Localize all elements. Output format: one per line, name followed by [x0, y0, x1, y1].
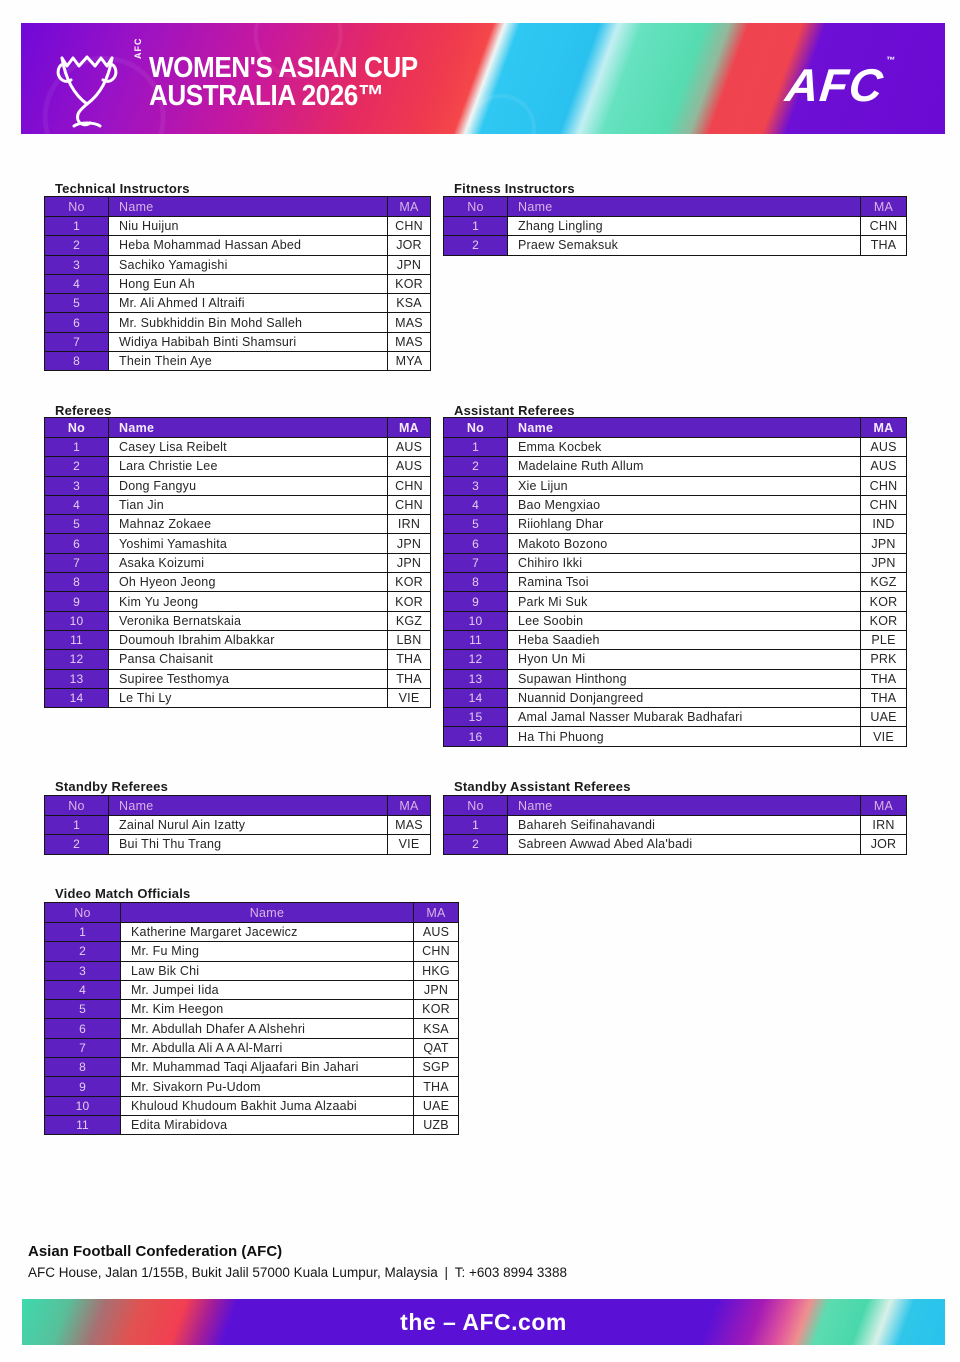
row-number: 1: [444, 217, 508, 236]
section-title-standby-assistant-referees: Standby Assistant Referees: [454, 779, 631, 794]
member-association: CHN: [861, 476, 907, 495]
table-row: [444, 457, 907, 476]
table-row: [444, 476, 907, 495]
member-association: CHN: [388, 217, 431, 236]
section-title-technical-instructors: Technical Instructors: [55, 181, 190, 196]
table-row: [45, 669, 431, 688]
table-row: [444, 630, 907, 649]
column-header-name: Name: [109, 418, 388, 438]
member-association: THA: [861, 688, 907, 707]
column-header-ma: MA: [861, 197, 907, 217]
member-association: MYA: [388, 352, 431, 371]
table-row: [45, 1058, 459, 1077]
standby-referees-table: [44, 795, 431, 855]
section-title-assistant-referees: Assistant Referees: [454, 403, 575, 418]
row-number: 3: [45, 961, 121, 980]
row-number: 3: [444, 476, 508, 495]
member-association: KOR: [414, 1000, 459, 1019]
table-row: [45, 816, 431, 835]
row-number: 2: [45, 457, 109, 476]
row-number: 4: [45, 980, 121, 999]
member-association: IND: [861, 515, 907, 534]
official-name: Niu Huijun: [109, 217, 388, 236]
table-row: [45, 495, 431, 514]
afc-logo: AFC™: [783, 55, 896, 111]
member-association: KOR: [388, 573, 431, 592]
member-association: AUS: [388, 457, 431, 476]
footer-website-bar: [22, 1299, 945, 1345]
row-number: 5: [45, 294, 109, 313]
row-number: 9: [45, 592, 109, 611]
official-name: Le Thi Ly: [109, 688, 388, 707]
official-name: Thein Thein Aye: [109, 352, 388, 371]
table-row: [45, 534, 431, 553]
table-row: [45, 332, 431, 351]
table-row: [45, 1077, 459, 1096]
row-number: 7: [45, 553, 109, 572]
member-association: CHN: [861, 495, 907, 514]
column-header-no: No: [444, 796, 508, 816]
official-name: Tian Jin: [109, 495, 388, 514]
member-association: CHN: [414, 942, 459, 961]
footer-organization: Asian Football Confederation (AFC): [28, 1243, 283, 1260]
standby-assistant-referees-table: [443, 795, 907, 855]
member-association: JPN: [388, 534, 431, 553]
row-number: 11: [45, 1115, 121, 1134]
tournament-title: [149, 54, 418, 110]
afc-logo-trademark: ™: [885, 55, 896, 65]
row-number: 5: [45, 515, 109, 534]
row-number: 1: [444, 438, 508, 457]
member-association: CHN: [388, 476, 431, 495]
table-row: [45, 1000, 459, 1019]
table-row: [45, 236, 431, 255]
table-row: [45, 688, 431, 707]
row-number: 3: [45, 255, 109, 274]
official-name: Lara Christie Lee: [109, 457, 388, 476]
row-number: 13: [444, 669, 508, 688]
member-association: MAS: [388, 313, 431, 332]
official-name: Mr. Abdulla Ali A A Al-Marri: [121, 1038, 414, 1057]
official-name: Zainal Nurul Ain Izatty: [109, 816, 388, 835]
row-number: 14: [444, 688, 508, 707]
table-row: [45, 515, 431, 534]
member-association: AUS: [414, 923, 459, 942]
column-header-name: Name: [508, 197, 861, 217]
member-association: JPN: [388, 553, 431, 572]
row-number: 16: [444, 727, 508, 746]
official-name: Bui Thi Thu Trang: [109, 835, 388, 854]
row-number: 7: [45, 1038, 121, 1057]
table-row: [45, 1019, 459, 1038]
video-match-officials-table: [44, 902, 459, 1135]
table-row: [444, 669, 907, 688]
row-number: 5: [444, 515, 508, 534]
official-name: Doumouh Ibrahim Albakkar: [109, 630, 388, 649]
member-association: THA: [388, 650, 431, 669]
column-header-ma: MA: [414, 903, 459, 923]
member-association: AUS: [861, 438, 907, 457]
table-row: [45, 630, 431, 649]
member-association: MAS: [388, 332, 431, 351]
member-association: KSA: [388, 294, 431, 313]
official-name: Heba Saadieh: [508, 630, 861, 649]
official-name: Mr. Fu Ming: [121, 942, 414, 961]
table-row: [45, 294, 431, 313]
trophy-icon: [54, 52, 120, 132]
member-association: KOR: [861, 592, 907, 611]
row-number: 8: [444, 573, 508, 592]
row-number: 4: [444, 495, 508, 514]
table-row: [45, 835, 431, 854]
member-association: PLE: [861, 630, 907, 649]
row-number: 6: [45, 313, 109, 332]
row-number: 4: [45, 274, 109, 293]
member-association: JPN: [388, 255, 431, 274]
member-association: MAS: [388, 816, 431, 835]
header-row: [444, 197, 907, 217]
member-association: CHN: [861, 217, 907, 236]
table-row: [45, 476, 431, 495]
official-name: Amal Jamal Nasser Mubarak Badhafari: [508, 708, 861, 727]
member-association: SGP: [414, 1058, 459, 1077]
member-association: VIE: [388, 835, 431, 854]
table-row: [45, 313, 431, 332]
official-name: Sabreen Awwad Abed Ala'badi: [508, 835, 861, 854]
row-number: 2: [444, 835, 508, 854]
official-name: Mr. Kim Heegon: [121, 1000, 414, 1019]
official-name: Asaka Koizumi: [109, 553, 388, 572]
member-association: JPN: [414, 980, 459, 999]
table-row: [45, 923, 459, 942]
member-association: UAE: [861, 708, 907, 727]
member-association: KSA: [414, 1019, 459, 1038]
table-row: [45, 255, 431, 274]
table-row: [45, 573, 431, 592]
column-header-ma: MA: [388, 796, 431, 816]
official-name: Oh Hyeon Jeong: [109, 573, 388, 592]
official-name: Lee Soobin: [508, 611, 861, 630]
official-name: Mr. Abdullah Dhafer A Alshehri: [121, 1019, 414, 1038]
member-association: THA: [861, 669, 907, 688]
member-association: VIE: [861, 727, 907, 746]
table-row: [444, 592, 907, 611]
table-row: [45, 592, 431, 611]
official-name: Supawan Hinthong: [508, 669, 861, 688]
official-name: Veronika Bernatskaia: [109, 611, 388, 630]
afc-website-link[interactable]: the – AFC.com: [400, 1309, 567, 1335]
official-name: Bahareh Seifinahavandi: [508, 816, 861, 835]
tournament-banner: [21, 23, 945, 134]
row-number: 11: [444, 630, 508, 649]
row-number: 2: [45, 236, 109, 255]
column-header-ma: MA: [861, 418, 907, 438]
table-row: [444, 573, 907, 592]
member-association: CHN: [388, 495, 431, 514]
official-name: Yoshimi Yamashita: [109, 534, 388, 553]
member-association: JOR: [388, 236, 431, 255]
referees-table: [44, 417, 431, 708]
row-number: 2: [444, 457, 508, 476]
official-name: Mr. Muhammad Taqi Aljaafari Bin Jahari: [121, 1058, 414, 1077]
column-header-no: No: [45, 197, 109, 217]
table-row: [45, 1096, 459, 1115]
table-row: [45, 274, 431, 293]
column-header-no: No: [45, 418, 109, 438]
member-association: LBN: [388, 630, 431, 649]
official-name: Casey Lisa Reibelt: [109, 438, 388, 457]
member-association: KGZ: [861, 573, 907, 592]
table-row: [444, 553, 907, 572]
column-header-ma: MA: [861, 796, 907, 816]
table-row: [444, 816, 907, 835]
row-number: 6: [45, 534, 109, 553]
official-name: Park Mi Suk: [508, 592, 861, 611]
official-name: Makoto Bozono: [508, 534, 861, 553]
row-number: 12: [444, 650, 508, 669]
tournament-title-line1: WOMEN'S ASIAN CUP: [149, 52, 418, 84]
member-association: PRK: [861, 650, 907, 669]
table-row: [444, 727, 907, 746]
column-header-no: No: [45, 796, 109, 816]
member-association: KOR: [388, 592, 431, 611]
table-row: [45, 438, 431, 457]
member-association: AUS: [861, 457, 907, 476]
member-association: JPN: [861, 553, 907, 572]
official-name: Mr. Jumpei Iida: [121, 980, 414, 999]
official-name: Emma Kocbek: [508, 438, 861, 457]
row-number: 8: [45, 573, 109, 592]
member-association: IRN: [388, 515, 431, 534]
table-row: [444, 688, 907, 707]
table-row: [45, 352, 431, 371]
table-row: [45, 650, 431, 669]
member-association: UZB: [414, 1115, 459, 1134]
header-row: [444, 418, 907, 438]
member-association: AUS: [388, 438, 431, 457]
footer-address: AFC House, Jalan 1/155B, Bukit Jalil 57000 Kuala Lumpur, Malaysia | T: +603 8994 3388: [28, 1265, 567, 1280]
header-row: [444, 796, 907, 816]
member-association: UAE: [414, 1096, 459, 1115]
row-number: 4: [45, 495, 109, 514]
table-row: [45, 942, 459, 961]
table-row: [444, 708, 907, 727]
official-name: Ramina Tsoi: [508, 573, 861, 592]
official-name: Hong Eun Ah: [109, 274, 388, 293]
official-name: Mr. Subkhiddin Bin Mohd Salleh: [109, 313, 388, 332]
official-name: Xie Lijun: [508, 476, 861, 495]
row-number: 13: [45, 669, 109, 688]
row-number: 7: [45, 332, 109, 351]
official-name: Ha Thi Phuong: [508, 727, 861, 746]
header-row: [45, 903, 459, 923]
column-header-name: Name: [109, 197, 388, 217]
table-row: [444, 611, 907, 630]
official-name: Riiohlang Dhar: [508, 515, 861, 534]
official-name: Madelaine Ruth Allum: [508, 457, 861, 476]
official-name: Edita Mirabidova: [121, 1115, 414, 1134]
section-title-standby-referees: Standby Referees: [55, 779, 169, 794]
official-name: Praew Semaksuk: [508, 236, 861, 255]
table-row: [45, 980, 459, 999]
official-name: Widiya Habibah Binti Shamsuri: [109, 332, 388, 351]
member-association: VIE: [388, 688, 431, 707]
official-name: Mr. Ali Ahmed I Altraifi: [109, 294, 388, 313]
row-number: 2: [45, 835, 109, 854]
table-row: [444, 534, 907, 553]
official-name: Hyon Un Mi: [508, 650, 861, 669]
row-number: 6: [45, 1019, 121, 1038]
fitness-instructors-table: [443, 196, 907, 256]
row-number: 9: [444, 592, 508, 611]
column-header-name: Name: [508, 418, 861, 438]
table-row: [45, 611, 431, 630]
header-row: [45, 796, 431, 816]
column-header-ma: MA: [388, 418, 431, 438]
member-association: KOR: [861, 611, 907, 630]
table-row: [45, 1038, 459, 1057]
table-row: [45, 217, 431, 236]
table-row: [45, 553, 431, 572]
section-title-referees: Referees: [55, 403, 112, 418]
official-name: Mr. Sivakorn Pu-Udom: [121, 1077, 414, 1096]
row-number: 6: [444, 534, 508, 553]
member-association: JOR: [861, 835, 907, 854]
row-number: 10: [444, 611, 508, 630]
row-number: 2: [444, 236, 508, 255]
table-row: [45, 457, 431, 476]
member-association: HKG: [414, 961, 459, 980]
header-row: [45, 418, 431, 438]
row-number: 10: [45, 1096, 121, 1115]
row-number: 1: [45, 217, 109, 236]
row-number: 5: [45, 1000, 121, 1019]
row-number: 8: [45, 1058, 121, 1077]
row-number: 14: [45, 688, 109, 707]
row-number: 10: [45, 611, 109, 630]
column-header-no: No: [444, 197, 508, 217]
member-association: KGZ: [388, 611, 431, 630]
section-title-video-match-officials: Video Match Officials: [55, 886, 191, 901]
column-header-name: Name: [508, 796, 861, 816]
table-row: [45, 961, 459, 980]
column-header-ma: MA: [388, 197, 431, 217]
row-number: 11: [45, 630, 109, 649]
official-name: Kim Yu Jeong: [109, 592, 388, 611]
column-header-no: No: [444, 418, 508, 438]
official-name: Supiree Testhomya: [109, 669, 388, 688]
official-name: Khuloud Khudoum Bakhit Juma Alzaabi: [121, 1096, 414, 1115]
member-association: IRN: [861, 816, 907, 835]
official-name: Law Bik Chi: [121, 961, 414, 980]
row-number: 1: [45, 816, 109, 835]
official-name: Pansa Chaisanit: [109, 650, 388, 669]
table-row: [444, 515, 907, 534]
row-number: 15: [444, 708, 508, 727]
technical-instructors-table: [44, 196, 431, 371]
table-row: [45, 1115, 459, 1134]
official-name: Bao Mengxiao: [508, 495, 861, 514]
row-number: 12: [45, 650, 109, 669]
official-name: Nuannid Donjangreed: [508, 688, 861, 707]
row-number: 1: [45, 438, 109, 457]
column-header-no: No: [45, 903, 121, 923]
table-row: [444, 217, 907, 236]
official-name: Mahnaz Zokaee: [109, 515, 388, 534]
row-number: 8: [45, 352, 109, 371]
row-number: 7: [444, 553, 508, 572]
row-number: 9: [45, 1077, 121, 1096]
member-association: THA: [861, 236, 907, 255]
column-header-name: Name: [109, 796, 388, 816]
table-row: [444, 495, 907, 514]
section-title-fitness-instructors: Fitness Instructors: [454, 181, 575, 196]
afc-mini-mark: AFC: [133, 37, 143, 59]
row-number: 1: [444, 816, 508, 835]
official-name: Dong Fangyu: [109, 476, 388, 495]
member-association: JPN: [861, 534, 907, 553]
assistant-referees-table: [443, 417, 907, 747]
official-name: Chihiro Ikki: [508, 553, 861, 572]
row-number: 1: [45, 923, 121, 942]
table-row: [444, 236, 907, 255]
member-association: THA: [388, 669, 431, 688]
official-name: Katherine Margaret Jacewicz: [121, 923, 414, 942]
row-number: 2: [45, 942, 121, 961]
member-association: QAT: [414, 1038, 459, 1057]
member-association: THA: [414, 1077, 459, 1096]
header-row: [45, 197, 431, 217]
official-name: Sachiko Yamagishi: [109, 255, 388, 274]
column-header-name: Name: [121, 903, 414, 923]
member-association: KOR: [388, 274, 431, 293]
table-row: [444, 438, 907, 457]
table-row: [444, 650, 907, 669]
official-name: Heba Mohammad Hassan Abed: [109, 236, 388, 255]
tournament-title-line2: AUSTRALIA 2026™: [149, 80, 384, 112]
row-number: 3: [45, 476, 109, 495]
table-row: [444, 835, 907, 854]
official-name: Zhang Lingling: [508, 217, 861, 236]
